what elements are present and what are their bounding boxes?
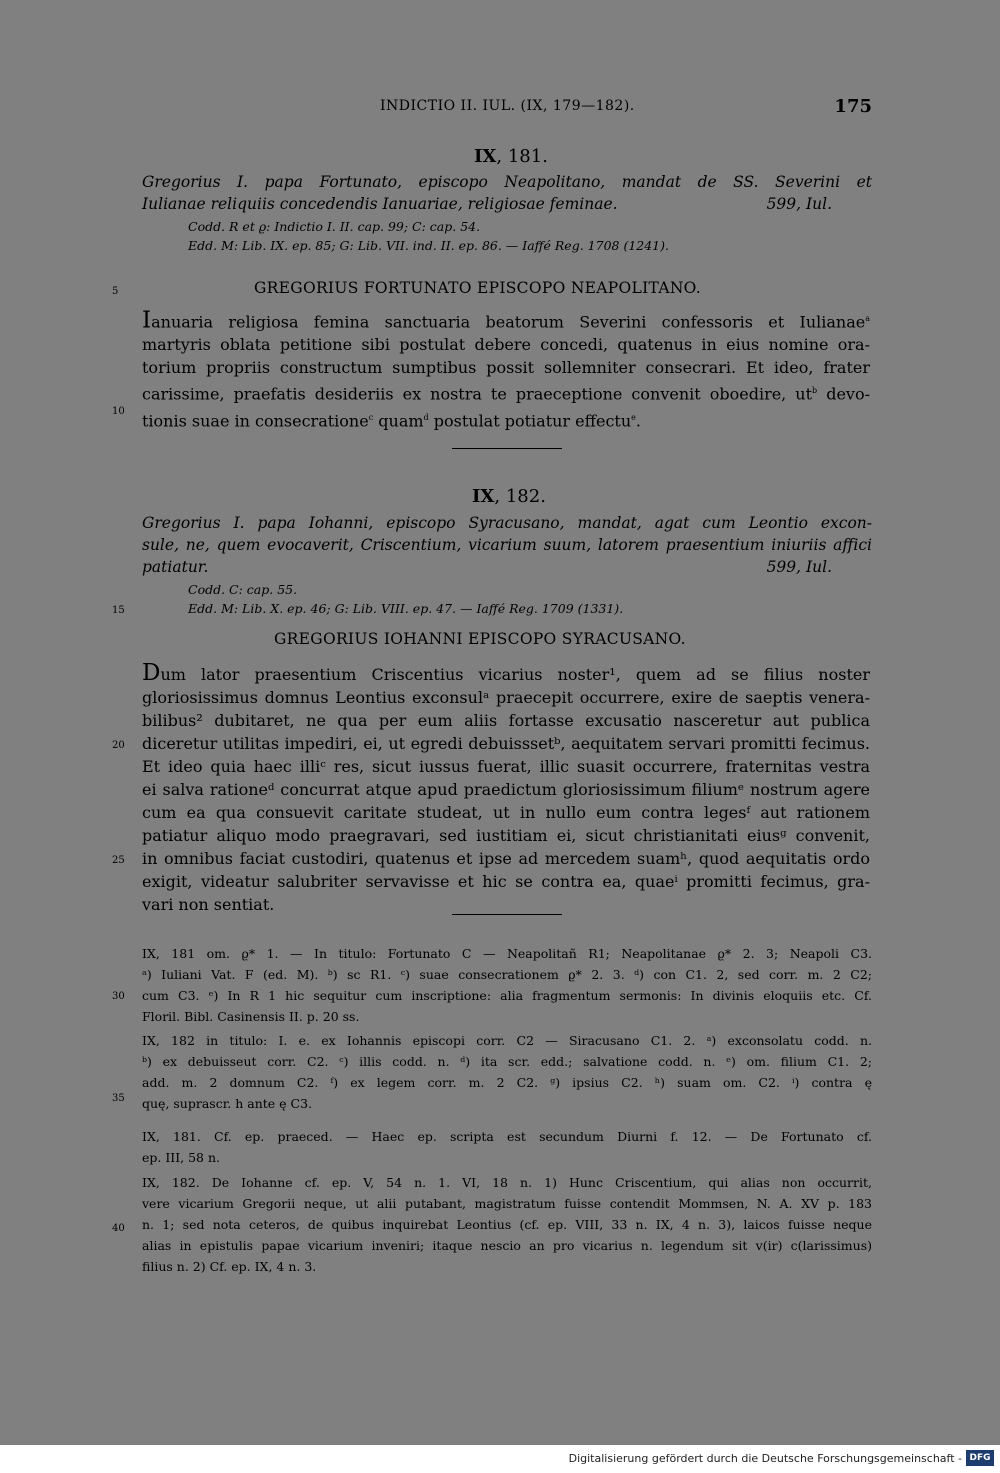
notes-divider: [452, 914, 562, 915]
editions-182: Edd. M: Lib. X. ep. 46; G: Lib. VIII. ep. 47. — Iaffé Reg. 1709 (1331).: [188, 601, 624, 616]
apparatus-181: IX, 181 om. ϱ* 1. — In titulo: Fortunato C — Neapolitañ R1; Neapolitanae ϱ* 2. 3; Neapoli C3. ᵃ) Iuliani Vat. F (ed. M). ᵇ) sc R1. ᶜ) suae consecrationem ϱ* 2. 3. ᵈ) con C1. 2, sed corr. m. 2 C2; cum C3. ᵉ) In R 1 hic sequitur cum inscriptione: alia fragmentum sermonis: In divinis eloquiis etc. Cf. Floril. Bibl. Casinensis II. p. 20 ss.: [142, 946, 872, 1024]
section-title-182: IX, 182.: [472, 486, 546, 507]
footer-bar: [0, 1445, 1000, 1473]
page-number: 175: [834, 96, 872, 117]
line-number-20: 20: [112, 740, 125, 751]
section-divider: [452, 448, 562, 449]
body-181: Ianuaria religiosa femina sanctuaria beatorum Severini confessoris et Iulianae$^a$ martyris oblata petitione sibi postulat debere concedi, quatenus in eius nomine ora- torium propriis constructum sumptibus possit sollemniter consecrari. Et ideo, frater carissime, praefatis desideriis ex nostra te praeceptione convenit oboedire, $ut^b$ devo- tionis suae in consecratione$^c$ quam$^d$ postulat potiatur effectu$^e$.: [142, 307, 870, 430]
line-number-15: 15: [112, 605, 125, 616]
dfg-logo: DFG: [966, 1450, 994, 1466]
line-number-40: 40: [112, 1223, 125, 1234]
summary-182: Gregorius I. papa Iohanni, episcopo Syracusano, mandat, agat cum Leontio excon- sule, ne, quem evocaverit, Criscentium, vicarium suum, latorem praesentium iniuriis affici patiatur. 599, Iul.: [142, 514, 872, 576]
line-number-30: 30: [112, 991, 125, 1002]
address-181: GREGORIUS FORTUNATO EPISCOPO NEAPOLITANO.: [254, 279, 702, 297]
footer-credit: Digitalisierung gefördert durch die Deutsche Forschungsgemeinschaft -: [568, 1452, 962, 1465]
commentary-181: IX, 181. Cf. ep. praeced. — Haec ep. scripta est secundum Diurni f. 12. — De Fortunato cf. ep. III, 58 n.: [142, 1129, 872, 1165]
editions-181: Edd. M: Lib. IX. ep. 85; G: Lib. VII. ind. II. ep. 86. — Iaffé Reg. 1708 (1241).: [188, 238, 669, 253]
codices-181: Codd. R et ϱ: Indictio I. II. cap. 99; C: cap. 54.: [188, 219, 481, 234]
line-number-10: 10: [112, 406, 125, 417]
address-182: GREGORIUS IOHANNI EPISCOPO SYRACUSANO.: [274, 630, 686, 648]
section-title-181: IX, 181.: [474, 146, 548, 167]
date-181: 599, Iul.: [766, 195, 832, 213]
date-182: 599, Iul.: [766, 558, 832, 576]
apparatus-182: IX, 182 in titulo: I. e. ex Iohannis episcopi corr. C2 — Siracusano C1. 2. ᵃ) exconsolatu codd. n. ᵇ) ex debuisseut corr. C2. ᶜ) illis codd. n. ᵈ) ita scr. edd.; salvatione codd. n. ᵉ) om. filium C1. 2; add. m. 2 domnum C2. ᶠ) ex legem corr. m. 2 C2. ᵍ) ipsius C2. ʰ) suam om. C2. ⁱ) contra ę quę, suprascr. h ante ę C3.: [142, 1033, 872, 1111]
line-number-5: 5: [112, 286, 119, 297]
line-number-35: 35: [112, 1093, 125, 1104]
line-number-25: 25: [112, 855, 125, 866]
body-182: Dum lator praesentium Criscentius vicarius noster¹, quem ad se filius noster gloriosissimus domnus Leontius exconsulᵃ praecepit occurrere, exire de saeptis venera- bilibus² dubitaret, ne qua per eum aliis fortasse excusatio nasceretur aut publica diceretur utilitas impediri, ei, ut egredi debuisssetᵇ, aequitatem servari promitti fecimus. Et ideo quia haec illiᶜ res, sicut iussus fuerat, illic suasit occurrere, fraternitas vestra ei salva rationeᵈ concurrat atque apud praedictum gloriosissimum filiumᵉ nostrum agere cum ea qua consuevit caritate studeat, ut in nullo eum contra legesᶠ aut rationem patiatur aliquo modo praegravari, sed iustitiam ei, sicut christianitati eiusᵍ convenit, in omnibus faciat custodiri, quatenus et ipse ad mercedem suamʰ, quod aequitatis ordo exigit, videatur salubriter servavisse et hic se contra ea, quaeⁱ promitti fecimus, gra- vari non sentiat.: [142, 660, 870, 914]
commentary-182: IX, 182. De Iohanne cf. ep. V, 54 n. 1. VI, 18 n. 1) Hunc Criscentium, qui alias non occurrit, vere vicarium Gregorii neque, ut alii putabant, magistratum fuisse contendit Mommsen, N. A. XV p. 183 n. 1; sed nota ceteros, de quibus inquirebat Leontius (cf. ep. VIII, 33 n. IX, 4 n. 3), laicos fuisse neque alias in epistulis papae vicarium inveniri; itaque nescio an pro vicarius n. legendum sit v(ir) c(larissimus) filius n. 2) Cf. ep. IX, 4 n. 3.: [142, 1175, 872, 1274]
codices-182: Codd. C: cap. 55.: [188, 582, 298, 597]
running-title: INDICTIO II. IUL. (IX, 179—182).: [380, 98, 635, 114]
summary-181: Gregorius I. papa Fortunato, episcopo Neapolitano, mandat de SS. Severini et Iulianae reliquiis concedendis Ianuariae, religiosae feminae. 599, Iul.: [142, 173, 872, 213]
